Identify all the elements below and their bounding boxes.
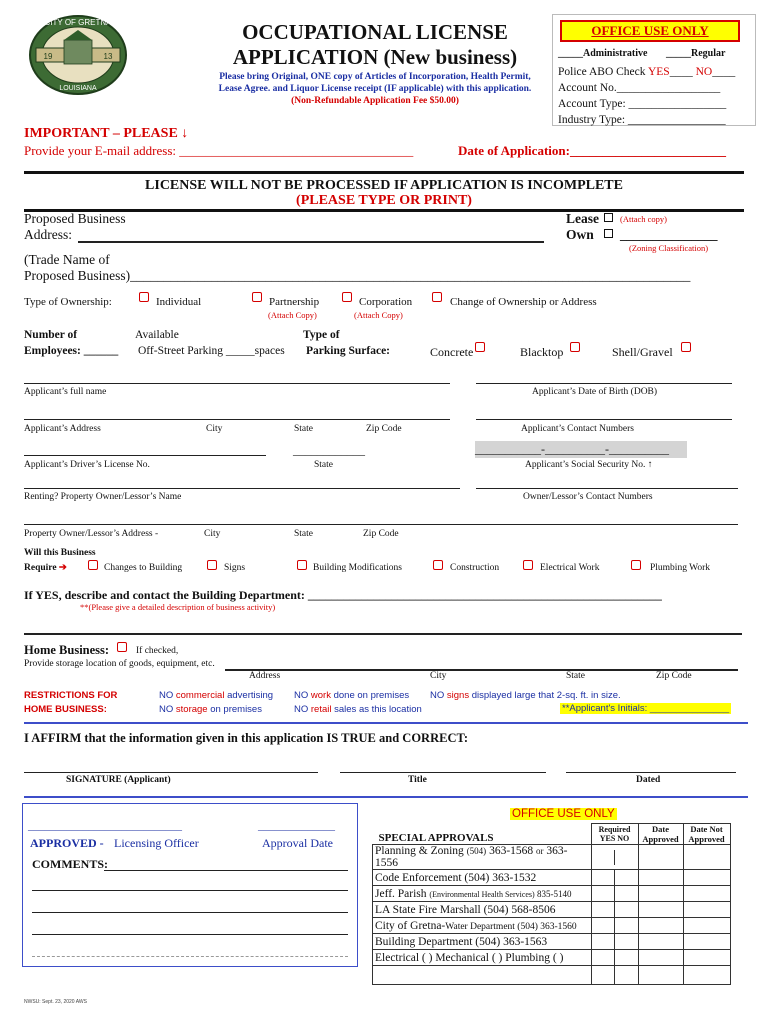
lease-label: Lease	[566, 211, 599, 226]
building-mods-label: Building Modifications	[313, 563, 402, 573]
license-state-label: State	[314, 460, 333, 470]
row-main: Planning & Zoning	[375, 845, 467, 857]
home-business-label: Home Business:	[24, 643, 110, 657]
notice-type-print: (PLEASE TYPE OR PRINT)	[296, 193, 472, 208]
applicant-contact-input[interactable]	[476, 419, 732, 420]
r3c: done on premises	[330, 690, 410, 701]
logo-text-top: CITY OF GRETNA	[44, 18, 112, 27]
table-row	[373, 918, 731, 934]
zoning-label: (Zoning Classification)	[629, 243, 709, 253]
r1a: NO	[159, 690, 176, 701]
special-approvals-table	[372, 823, 731, 985]
r3b: work	[310, 690, 331, 701]
required-cell[interactable]	[591, 845, 638, 870]
partnership-attach: (Attach Copy)	[268, 310, 317, 320]
r1c: advertising	[224, 690, 274, 701]
row-trades	[373, 950, 592, 966]
construction-checkbox[interactable]	[433, 560, 443, 570]
divider	[24, 171, 744, 174]
table-header-row	[373, 824, 731, 845]
required-cell[interactable]	[591, 918, 638, 934]
restrictions-label-2: HOME BUSINESS:	[24, 704, 107, 715]
required-cell[interactable]	[591, 870, 638, 886]
police-mid: ____	[669, 66, 696, 78]
owner-address-label: Property Owner/Lessor’s Address -	[24, 529, 159, 539]
divider	[24, 209, 744, 212]
licensing-officer-label: Licensing Officer	[114, 836, 199, 850]
table-row	[373, 902, 731, 918]
available-label: Available	[135, 329, 179, 341]
date-not-approved-cell[interactable]	[683, 886, 730, 902]
applicant-zip-label: Zip Code	[366, 424, 402, 434]
required-cell[interactable]	[591, 886, 638, 902]
shell-gravel-checkbox[interactable]	[681, 342, 691, 352]
divider-blue	[24, 722, 748, 724]
date-approved-cell[interactable]	[638, 902, 683, 918]
r5c: displayed large that 2-sq. ft. in size.	[469, 690, 621, 701]
date-not-approved-header: Date Not Approved	[683, 824, 730, 845]
account-type-field[interactable]: Account Type: _________________	[558, 98, 727, 110]
date-not-approved-cell[interactable]	[683, 918, 730, 934]
row-main: LA State Fire Marshall (504) 568-8506	[375, 903, 556, 916]
owner-contact-label: Owner/Lessor’s Contact Numbers	[523, 492, 653, 502]
approval-date-label: Approval Date	[262, 836, 333, 850]
date-approved-cell[interactable]	[638, 934, 683, 950]
concrete-label: Concrete	[430, 345, 474, 359]
note-fee: (Non-Refundable Application Fee $50.00)	[291, 96, 459, 106]
ownership-label: Type of Ownership:	[24, 296, 112, 308]
row-rest: 363-1568	[486, 845, 537, 857]
right-arrow-icon: ➔	[58, 563, 67, 573]
number-of-label: Number of	[24, 329, 78, 341]
employees-field[interactable]	[24, 345, 118, 357]
regular-field[interactable]: _____Regular	[666, 48, 726, 59]
own-checkbox[interactable]	[604, 229, 613, 238]
applicant-dob-input[interactable]	[476, 383, 732, 384]
address-label: Address:	[24, 227, 72, 242]
title-line2: APPLICATION (New business)	[232, 45, 518, 69]
title-line1: OCCUPATIONAL LICENSE	[242, 20, 508, 44]
special-approvals-header	[373, 824, 592, 845]
storage-label: Provide storage location of goods, equipment, etc.	[24, 659, 215, 669]
r4b: retail	[310, 704, 332, 715]
require-label	[24, 562, 67, 573]
row-water	[373, 918, 592, 934]
restriction-storage	[159, 704, 262, 715]
applicant-dob-label: Applicant’s Date of Birth (DOB)	[532, 387, 658, 397]
if-checked-label: If checked,	[136, 646, 179, 656]
row-small2: or	[536, 846, 544, 856]
date-not-approved-cell[interactable]	[683, 966, 730, 985]
business-address-input[interactable]	[78, 241, 544, 243]
police-end: ____	[712, 66, 736, 78]
signature-input[interactable]	[24, 772, 318, 773]
approval-date-line[interactable]: ______________	[258, 820, 335, 832]
if-yes-describe-field[interactable]: If YES, describe and contact the Building Department: ___________________________________________________________	[24, 588, 662, 602]
owner-city-label: City	[204, 529, 221, 539]
date-approved-cell[interactable]	[638, 870, 683, 886]
industry-type-field[interactable]: Industry Type: _________________	[558, 114, 726, 126]
owner-address-input[interactable]	[24, 524, 738, 525]
applicant-initials-field[interactable]: **Applicant's Initials: _______________	[562, 703, 730, 714]
zoning-input[interactable]: _______________	[620, 227, 718, 242]
r2a: NO	[159, 704, 176, 715]
corporation-attach: (Attach Copy)	[354, 310, 403, 320]
concrete-checkbox[interactable]	[475, 342, 485, 352]
row-code	[373, 870, 592, 886]
row-small: (Environmental Health Services)	[429, 889, 535, 899]
comments-input-2[interactable]	[32, 890, 348, 891]
electrical-label: Electrical Work	[540, 563, 600, 573]
police-yes: YES	[647, 66, 670, 78]
electrical-checkbox[interactable]	[523, 560, 533, 570]
date-of-application-field[interactable]: Date of Application:________________________	[458, 143, 726, 158]
divider-blue	[24, 796, 748, 798]
table-row	[373, 950, 731, 966]
comments-input-5[interactable]	[32, 956, 348, 957]
plumbing-label: Plumbing Work	[650, 563, 711, 573]
date-approved-header: Date Approved	[638, 824, 683, 845]
dated-label: Dated	[636, 775, 661, 785]
row-building	[373, 934, 592, 950]
owner-name-input[interactable]	[24, 488, 460, 489]
date-not-approved-cell[interactable]	[683, 902, 730, 918]
row-small: Water Department (504) 363-1560	[445, 921, 577, 932]
changes-building-label: Changes to Building	[104, 563, 183, 573]
change-ownership-label: Change of Ownership or Address	[450, 296, 597, 308]
detail-note: **(Please give a detailed description of business activity)	[80, 602, 276, 612]
individual-label: Individual	[156, 296, 202, 308]
changes-building-checkbox[interactable]	[88, 560, 98, 570]
row-fire	[373, 902, 592, 918]
description-input[interactable]	[24, 633, 742, 635]
owner-state-label: State	[294, 529, 313, 539]
row-rest: 835-5140	[534, 888, 572, 899]
comments-input-1[interactable]	[104, 870, 348, 871]
r5a: NO	[430, 690, 447, 701]
lease-checkbox[interactable]	[604, 213, 613, 222]
administrative-field[interactable]: _____Administrative	[558, 48, 648, 59]
date-approved-cell[interactable]	[638, 950, 683, 966]
ssn-label	[525, 460, 652, 470]
logo-text-bottom: LOUISIANA	[59, 85, 97, 92]
row-parish	[373, 886, 592, 902]
logo-year-left: 19	[43, 52, 53, 61]
comments-input-4[interactable]	[32, 934, 348, 935]
table-row	[373, 886, 731, 902]
date-approved-cell[interactable]	[638, 918, 683, 934]
row-planning	[373, 845, 592, 870]
driver-license-label: Applicant’s Driver’s License No.	[24, 460, 150, 470]
approved-label: APPROVED -	[30, 836, 104, 850]
table-row	[373, 934, 731, 950]
employees-text: Employees: ______	[24, 345, 119, 357]
row-main: Electrical ( ) Mechanical ( ) Plumbing ( )	[375, 951, 564, 964]
restriction-work	[294, 690, 409, 701]
date-approved-cell[interactable]	[638, 966, 683, 985]
affirm-statement: I AFFIRM that the information given in this application IS TRUE and CORRECT:	[24, 731, 469, 745]
trade-name-field[interactable]: Proposed Business)___________________________________________________________________________________	[24, 268, 691, 283]
restriction-signs	[430, 690, 621, 701]
require-text: Require	[24, 563, 57, 573]
partnership-label: Partnership	[269, 296, 320, 308]
comments-label: COMMENTS:	[32, 857, 108, 871]
storage-state-label: State	[566, 671, 585, 681]
blacktop-checkbox[interactable]	[570, 342, 580, 352]
r4c: sales as this location	[331, 704, 422, 715]
signs-checkbox[interactable]	[207, 560, 217, 570]
table-row	[373, 870, 731, 886]
notice-incomplete: LICENSE WILL NOT BE PROCESSED IF APPLICATION IS INCOMPLETE	[145, 178, 623, 193]
r3a: NO	[294, 690, 311, 701]
date-approved-cell[interactable]	[638, 886, 683, 902]
down-arrow-icon: ↓	[181, 126, 189, 141]
required-cell[interactable]	[591, 934, 638, 950]
account-no-field[interactable]: Account No.__________________	[558, 82, 721, 94]
applicant-fullname-label: Applicant’s full name	[24, 387, 107, 397]
important-label	[24, 126, 188, 142]
applicant-address-label: Applicant’s Address	[24, 424, 101, 434]
office-use-only-label: OFFICE USE ONLY	[512, 808, 615, 820]
required-cell[interactable]	[591, 902, 638, 918]
plumbing-checkbox[interactable]	[631, 560, 641, 570]
signature-label: SIGNATURE (Applicant)	[66, 775, 171, 785]
own-label: Own	[566, 227, 594, 242]
r2b: storage	[175, 704, 208, 715]
note-line1: Please bring Original, ONE copy of Articles of Incorporation, Health Permit,	[219, 72, 531, 82]
storage-address-label: Address	[249, 671, 281, 681]
date-not-approved-cell[interactable]	[683, 845, 730, 870]
change-ownership-checkbox[interactable]	[432, 292, 442, 302]
row-main: Building Department (504) 363-1563	[375, 935, 548, 948]
table-row	[373, 845, 731, 870]
shell-gravel-label: Shell/Gravel	[612, 345, 673, 359]
parking-surface-label: Parking Surface:	[306, 345, 391, 357]
driver-license-input[interactable]	[24, 455, 266, 456]
storage-zip-label: Zip Code	[656, 671, 692, 681]
partnership-checkbox[interactable]	[252, 292, 262, 302]
will-business-label: Will this Business	[24, 548, 96, 558]
home-business-checkbox[interactable]	[117, 642, 127, 652]
r1b: commercial	[175, 690, 225, 701]
owner-zip-label: Zip Code	[363, 529, 399, 539]
individual-checkbox[interactable]	[139, 292, 149, 302]
required-header	[591, 824, 638, 845]
row-small: (504)	[466, 846, 487, 856]
date-not-approved-cell[interactable]	[683, 950, 730, 966]
city-of-gretna-seal-logo	[28, 14, 128, 96]
date-not-approved-cell[interactable]	[683, 934, 730, 950]
row-blank	[373, 966, 592, 985]
construction-label: Construction	[450, 563, 500, 573]
required-cell[interactable]	[591, 950, 638, 966]
ssn-input[interactable]: ___________-__________-__________	[475, 442, 669, 456]
applicant-city-label: City	[206, 424, 223, 434]
logo-year-right: 13	[103, 52, 113, 61]
police-abo-check[interactable]	[558, 66, 735, 78]
special-approvals-header-text: SPECIAL APPROVALS	[378, 832, 494, 844]
table-row	[373, 966, 731, 985]
dated-input[interactable]	[566, 772, 736, 773]
corporation-label: Corporation	[359, 296, 413, 308]
comments-input-3[interactable]	[32, 912, 348, 913]
date-approved-cell[interactable]	[638, 845, 683, 870]
applicant-address-input[interactable]	[24, 419, 450, 420]
yes-no-text: YES NO	[599, 834, 630, 843]
title-input[interactable]	[340, 772, 546, 773]
storage-city-label: City	[430, 671, 447, 681]
police-label: Police ABO Check	[558, 66, 648, 78]
r4a: NO	[294, 704, 311, 715]
trade-name-label: (Trade Name of	[24, 252, 110, 267]
row-rest2: 363-1556	[375, 845, 568, 869]
type-of-label: Type of	[303, 329, 340, 341]
applicant-contact-label: Applicant’s Contact Numbers	[521, 424, 634, 434]
required-cell[interactable]	[591, 966, 638, 985]
restriction-advertising	[159, 690, 273, 701]
renting-owner-label: Renting? Property Owner/Lessor’s Name	[24, 492, 182, 502]
applicant-name-input[interactable]	[24, 383, 450, 384]
police-no: NO	[695, 66, 713, 78]
up-arrow-icon: ↑	[647, 460, 653, 470]
lease-attach-copy: (Attach copy)	[620, 214, 667, 224]
blacktop-label: Blacktop	[520, 345, 564, 359]
restrictions-label-1: RESTRICTIONS FOR	[24, 690, 118, 701]
important-text: IMPORTANT – PLEASE	[24, 126, 178, 141]
row-main: Code Enforcement (504) 363-1532	[375, 871, 537, 884]
restriction-retail	[294, 704, 422, 715]
applicant-state-label: State	[294, 424, 313, 434]
approved-line[interactable]: ____________________________	[28, 820, 182, 832]
offstreet-parking-field[interactable]: Off-Street Parking _____spaces	[138, 345, 285, 357]
note-line2: Lease Agree. and Liquor License receipt (IF applicable) with this application.	[218, 84, 532, 94]
corporation-checkbox[interactable]	[342, 292, 352, 302]
proposed-business-label: Proposed Business	[24, 211, 126, 226]
row-main: City of Gretna-	[375, 919, 446, 932]
title-label: Title	[408, 775, 427, 785]
footer-revision: NWSU: Sept. 23, 2020 AWS	[24, 999, 87, 1005]
date-not-approved-cell[interactable]	[683, 870, 730, 886]
required-text: Required	[598, 825, 631, 834]
signs-label: Signs	[224, 563, 246, 573]
ssn-label-text: Applicant’s Social Security No.	[525, 460, 646, 470]
r2c: on premises	[207, 704, 262, 715]
building-mods-checkbox[interactable]	[297, 560, 307, 570]
owner-contact-input[interactable]	[476, 488, 738, 489]
office-use-title: OFFICE USE ONLY	[560, 20, 740, 42]
license-state-input[interactable]: ____________	[293, 443, 365, 457]
r5b: signs	[446, 690, 470, 701]
email-field[interactable]: Provide your E-mail address: ____________________________________	[24, 143, 414, 158]
row-main: Jeff. Parish	[375, 887, 430, 900]
